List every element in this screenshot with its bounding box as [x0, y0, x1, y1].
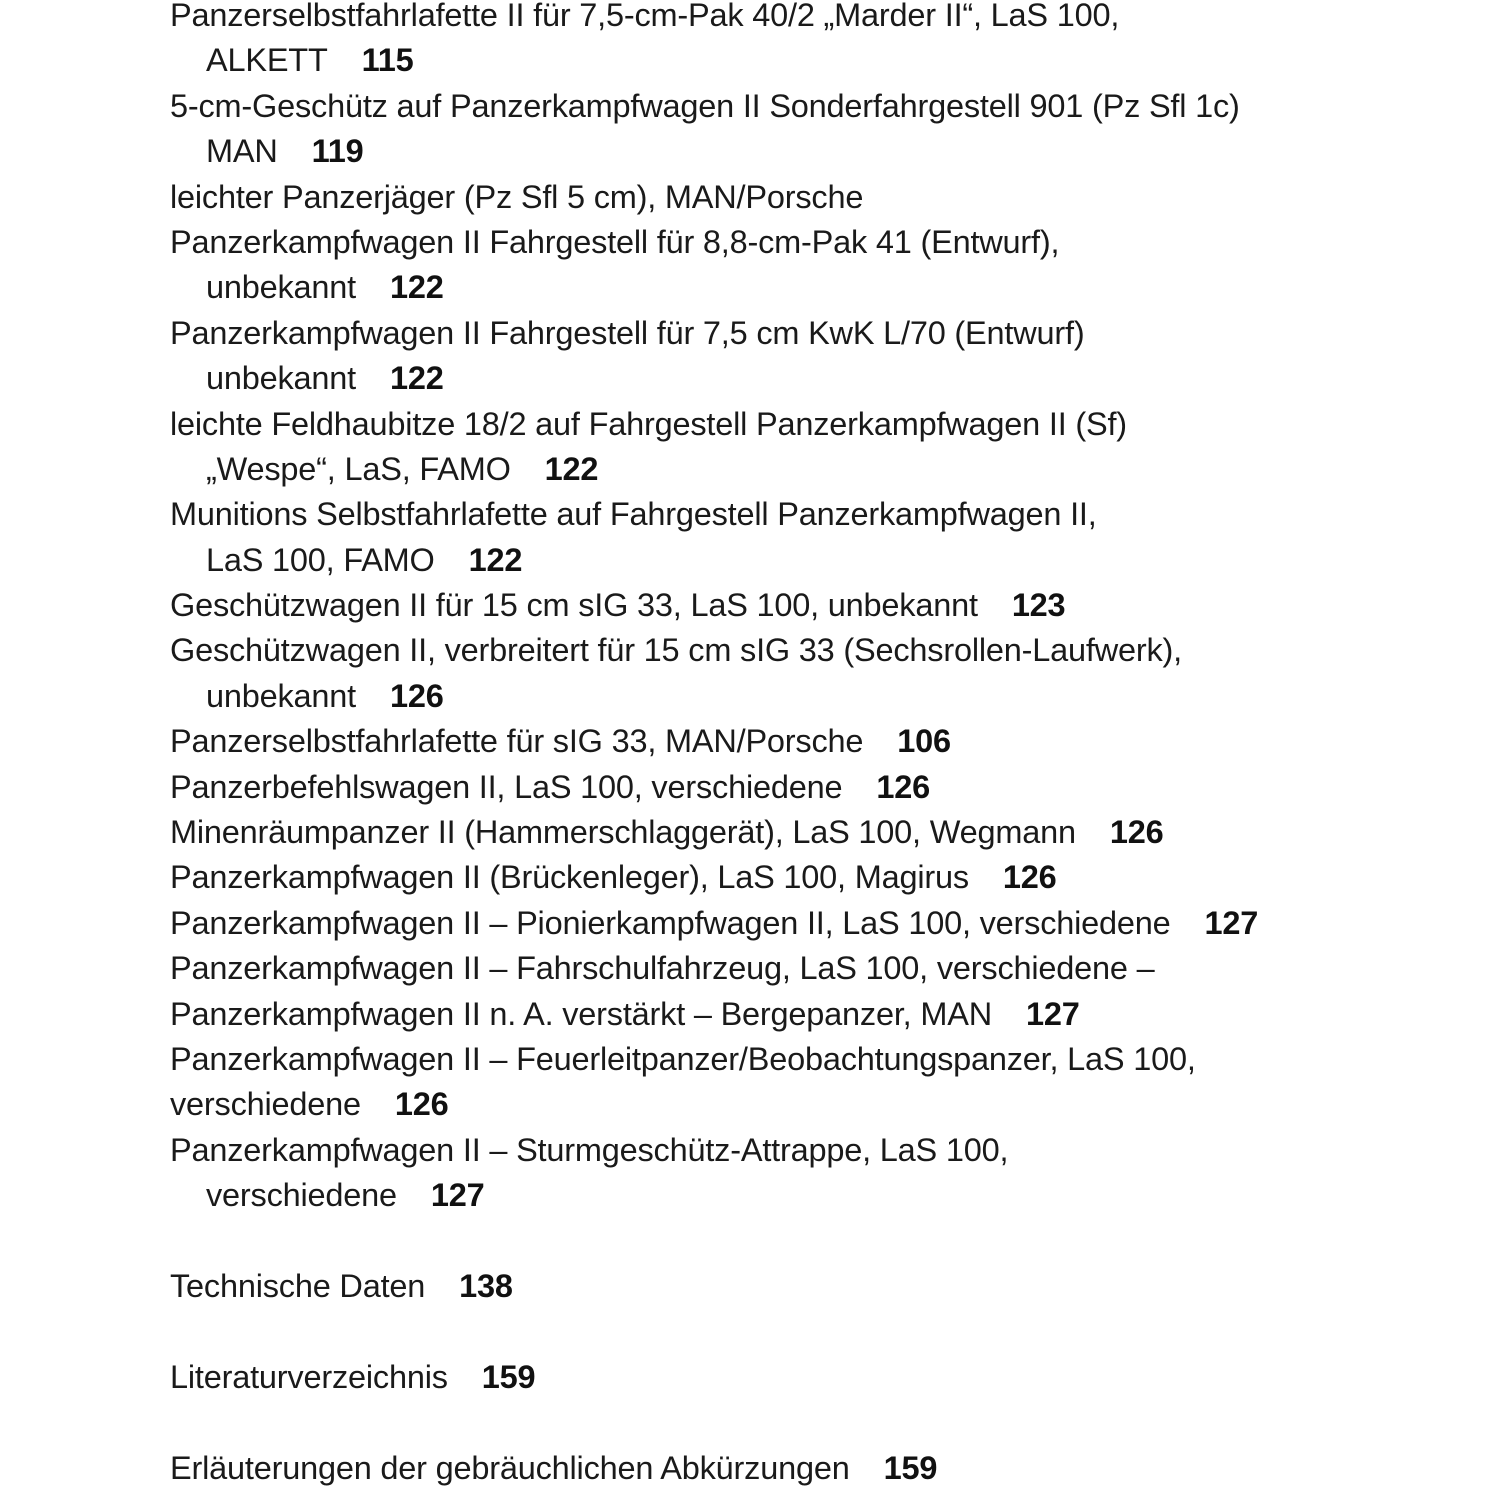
- toc-section-title: Literaturverzeichnis: [170, 1358, 448, 1395]
- toc-entry-line: [170, 38, 1470, 83]
- toc-entry-text: Geschützwagen II für 15 cm sIG 33, LaS 100, unbekannt: [170, 587, 978, 624]
- toc-page-number: 119: [311, 133, 364, 170]
- section-gap: [170, 1400, 1470, 1445]
- toc-entry-line: [170, 265, 1470, 310]
- toc-page-number: 126: [876, 768, 930, 805]
- toc-entry-line: [170, 901, 1470, 946]
- toc-page: [170, 0, 1470, 1491]
- toc-section-title: Erläuterungen der gebräuchlichen Abkürzungen: [170, 1449, 850, 1486]
- toc-entry-text: ALKETT: [206, 42, 328, 79]
- toc-entry-line: [170, 1082, 1470, 1127]
- toc-page-number: 126: [394, 1086, 449, 1123]
- toc-entry-text: Panzerkampfwagen II – Fahrschulfahrzeug, LaS 100, verschiedene –: [170, 950, 1155, 987]
- toc-page-number: 122: [390, 269, 444, 306]
- toc-page-number: 122: [544, 450, 599, 487]
- section-gap: [170, 1309, 1470, 1354]
- toc-entry-text: Panzerkampfwagen II n. A. verstärkt – Bergepanzer, MAN: [170, 995, 992, 1032]
- toc-entry-text: Panzerkampfwagen II – Pionierkampfwagen II, LaS 100, verschiedene: [170, 904, 1171, 941]
- toc-page-number: 122: [468, 541, 523, 578]
- toc-entry-line: [170, 946, 1470, 991]
- toc-entry-line: [170, 1037, 1470, 1082]
- toc-entry-text: Panzerkampfwagen II Fahrgestell für 8,8-cm-Pak 41 (Entwurf),: [170, 223, 1060, 260]
- toc-entry-line: [170, 810, 1470, 855]
- toc-entry-text: verschiedene: [170, 1086, 361, 1123]
- toc-entry-line: [170, 583, 1470, 628]
- toc-entry-text: Geschützwagen II, verbreitert für 15 cm sIG 33 (Sechsrollen-Laufwerk),: [170, 632, 1182, 669]
- toc-entry-text: 5-cm-Geschütz auf Panzerkampfwagen II Sonderfahrgestell 901 (Pz Sfl 1c): [170, 87, 1240, 124]
- toc-entry-line: [170, 311, 1470, 356]
- toc-entry-line: [170, 84, 1470, 129]
- toc-entry-line: [170, 765, 1470, 810]
- toc-entry-line: [170, 129, 1470, 174]
- toc-section-line: [170, 1264, 1470, 1309]
- toc-entry-text: unbekannt: [206, 677, 357, 714]
- toc-entry-line: [170, 855, 1470, 900]
- toc-page-number: 106: [897, 723, 951, 760]
- toc-entry-text: Panzerkampfwagen II Fahrgestell für 7,5 cm KwK L/70 (Entwurf): [170, 314, 1085, 351]
- toc-entry-text: LaS 100, FAMO: [206, 541, 435, 578]
- toc-entry-text: leichte Feldhaubitze 18/2 auf Fahrgestell Panzerkampfwagen II (Sf): [170, 405, 1127, 442]
- toc-page-number: 159: [883, 1449, 938, 1486]
- toc-page-number: 127: [1025, 995, 1080, 1032]
- toc-entry-text: Panzerselbstfahrlafette für sIG 33, MAN/Porsche: [170, 723, 864, 760]
- toc-page-number: 138: [459, 1267, 513, 1304]
- toc-entry-text: verschiedene: [206, 1177, 397, 1214]
- toc-entry-line: [170, 1173, 1470, 1218]
- toc-page-number: 126: [1002, 859, 1057, 896]
- toc-page-number: 126: [1109, 814, 1164, 851]
- toc-entry-text: Panzerselbstfahrlafette II für 7,5-cm-Pak 40/2 „Marder II“, LaS 100,: [170, 0, 1120, 33]
- toc-page-number: 123: [1011, 587, 1066, 624]
- toc-entry-line: [170, 356, 1470, 401]
- toc-page-number: 115: [361, 42, 414, 79]
- toc-entry-line: [170, 175, 1470, 220]
- toc-page-number: 159: [481, 1358, 536, 1395]
- toc-entry-text: leichter Panzerjäger (Pz Sfl 5 cm), MAN/Porsche: [170, 178, 864, 215]
- toc-entry-text: Panzerkampfwagen II (Brückenleger), LaS 100, Magirus: [170, 859, 969, 896]
- toc-section-line: [170, 1446, 1470, 1491]
- toc-page-number: 127: [430, 1177, 485, 1214]
- toc-entry-line: [170, 1128, 1470, 1173]
- toc-entry-text: Panzerkampfwagen II – Feuerleitpanzer/Beobachtungspanzer, LaS 100,: [170, 1040, 1196, 1077]
- toc-entry-text: unbekannt: [206, 269, 357, 306]
- toc-entry-text: Munitions Selbstfahrlafette auf Fahrgestell Panzerkampfwagen II,: [170, 496, 1097, 533]
- toc-entry-line: [170, 538, 1470, 583]
- toc-entry-line: [170, 402, 1470, 447]
- toc-entry-text: Panzerbefehlswagen II, LaS 100, verschiedene: [170, 768, 843, 805]
- toc-page-number: 126: [390, 677, 444, 714]
- toc-entry-line: [170, 628, 1470, 673]
- toc-entry-line: [170, 447, 1470, 492]
- toc-section-line: [170, 1355, 1470, 1400]
- toc-entry-text: unbekannt: [206, 360, 357, 397]
- toc-entry-line: [170, 220, 1470, 265]
- toc-entry-line: [170, 492, 1470, 537]
- toc-page-number: 127: [1204, 904, 1259, 941]
- toc-entry-text: Minenräumpanzer II (Hammerschlaggerät), LaS 100, Wegmann: [170, 814, 1076, 851]
- toc-page-number: 122: [390, 360, 444, 397]
- toc-entry-line: [170, 992, 1470, 1037]
- section-gap: [170, 1219, 1470, 1264]
- toc-entry-text: MAN: [206, 133, 278, 170]
- toc-entry-text: Panzerkampfwagen II – Sturmgeschütz-Attrappe, LaS 100,: [170, 1131, 1009, 1168]
- toc-entry-line: [170, 719, 1470, 764]
- toc-section-title: Technische Daten: [170, 1267, 426, 1304]
- toc-entry-line: [170, 0, 1470, 38]
- toc-entry-text: „Wespe“, LaS, FAMO: [206, 450, 511, 487]
- toc-entry-line: [170, 674, 1470, 719]
